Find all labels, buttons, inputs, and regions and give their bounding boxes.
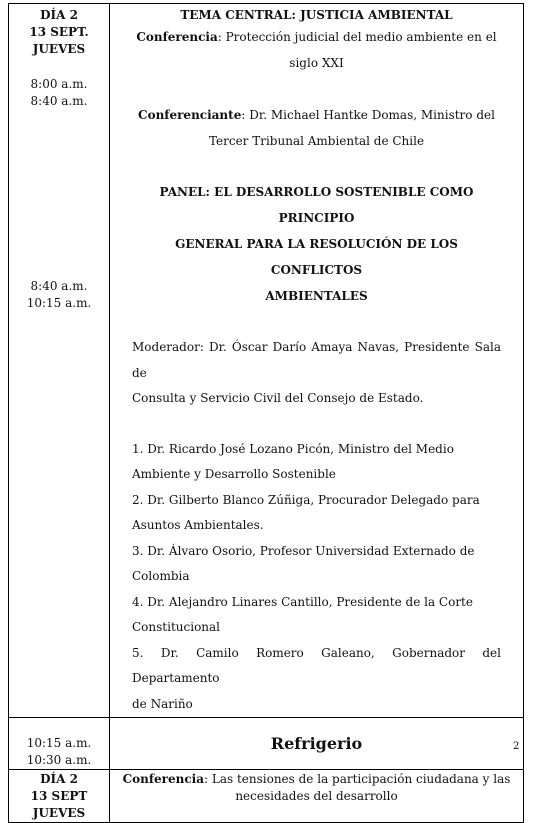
agenda-table: [8, 3, 524, 823]
central-theme: TEMA CENTRAL: JUSTICIA AMBIENTAL: [180, 8, 453, 22]
agenda-row-day2-conference: [9, 770, 524, 823]
program-cell: [110, 770, 524, 823]
schedule-cell: [9, 770, 110, 823]
panelist-item: 1. Dr. Ricardo José Lozano Picón, Ministro del Medio: [132, 441, 454, 456]
panel-title: [110, 179, 523, 309]
time-end: 10:15 a.m.: [26, 296, 92, 310]
conference-entry: [110, 24, 523, 76]
panelist-item: 3. Dr. Álvaro Osorio, Profesor Universidad Externado de: [132, 543, 475, 558]
panelist-item: 4. Dr. Alejandro Linares Cantillo, Presidente de la Corte: [132, 594, 473, 609]
conference-label: Conferencia: [136, 30, 218, 44]
program-cell: [110, 718, 524, 770]
date-label: 13 SEPT: [30, 789, 88, 803]
break-title: Refrigerio: [270, 734, 363, 753]
panel-title-line: GENERAL PARA LA RESOLUCIÓN DE LOS CONFLICTOS: [175, 237, 458, 277]
page-number: 2: [513, 741, 520, 752]
conference-title-cont: necesidades del desarrollo: [235, 789, 398, 803]
panelist-item-cont: Constitucional: [132, 620, 221, 634]
panelist-item: 5. Dr. Camilo Romero Galeano, Gobernador del Departamento: [132, 645, 501, 685]
panelist-item: 2. Dr. Gilberto Blanco Zúñiga, Procurador Delegado para: [132, 492, 480, 507]
time-end: 10:30 a.m.: [26, 753, 92, 767]
conference-entry: [110, 770, 523, 805]
moderator-line: Consulta y Servicio Civil del Consejo de Estado.: [132, 391, 424, 405]
speaker-name: : Dr. Michael Hantke Domas, Ministro del: [241, 108, 495, 122]
panelist-item-cont: de Nariño: [132, 696, 193, 711]
date-label: 13 SEPT.: [29, 25, 89, 39]
panelist-list: [110, 437, 523, 718]
time-start: 10:15 a.m.: [26, 736, 92, 750]
conference-label: Conferencia: [122, 772, 204, 786]
moderator-entry: [110, 335, 523, 412]
speaker-name-cont: Tercer Tribunal Ambiental de Chile: [208, 134, 425, 148]
time-end: 8:40 a.m.: [30, 94, 88, 108]
program-cell: [110, 4, 524, 718]
day-label: DÍA 2: [40, 8, 78, 22]
speaker-label: Conferenciante: [138, 108, 242, 122]
weekday-label: JUEVES: [32, 42, 86, 56]
moderator-line: Moderador: Dr. Óscar Darío Amaya Navas, Presidente Sala de: [132, 340, 501, 380]
day-label: DÍA 2: [40, 772, 78, 786]
panel-title-line: AMBIENTALES: [265, 289, 368, 303]
agenda-row-day2-morning: [9, 4, 524, 718]
time-start: 8:40 a.m.: [30, 279, 88, 293]
time-start: 8:00 a.m.: [30, 77, 88, 91]
panelist-item-cont: Colombia: [132, 569, 190, 583]
agenda-row-break: [9, 718, 524, 770]
weekday-label: JUEVES: [32, 806, 86, 820]
conference-title-cont: siglo XXI: [289, 56, 344, 70]
conference-title: : Las tensiones de la participación ciudadana y las: [204, 772, 511, 786]
schedule-cell: [9, 4, 110, 718]
schedule-cell: [9, 718, 110, 770]
panelist-item-cont: Asuntos Ambientales.: [132, 518, 264, 532]
speaker-entry: [110, 102, 523, 154]
conference-title: : Protección judicial del medio ambiente en el: [217, 30, 497, 44]
panel-title-line: PANEL: EL DESARROLLO SOSTENIBLE COMO PRINCIPIO: [159, 185, 474, 225]
panelist-item-cont: Ambiente y Desarrollo Sostenible: [132, 467, 336, 481]
